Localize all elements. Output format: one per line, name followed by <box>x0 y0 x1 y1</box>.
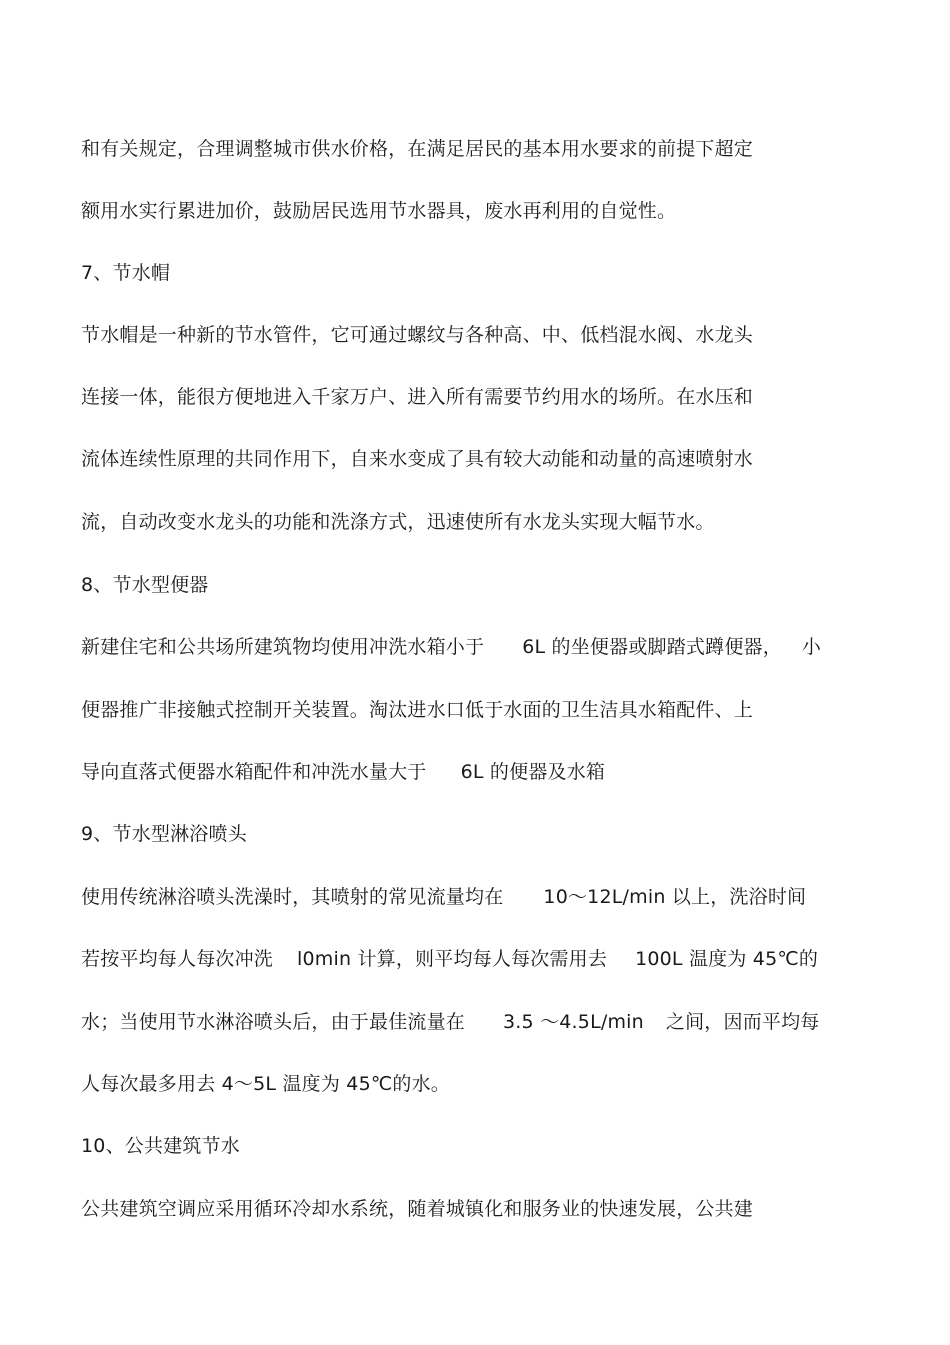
line-text: 额用水实行累进加价，鼓励居民选用节水器具，废水再利用的自觉性。 <box>81 200 677 222</box>
line-text: 节水帽是一种新的节水管件，它可通过螺纹与各种高、中、低档混水阀、水龙头 <box>81 324 754 346</box>
line-text: 便器推广非接触式控制开关装置。淘汰进水口低于水面的卫生洁具水箱配件、上 <box>81 699 754 721</box>
heading-text: 10、公共建筑节水 <box>81 1135 240 1157</box>
line-text-part: 100L 温度为 45℃的 <box>635 948 819 970</box>
line-text-part: 3.5 ～4.5L/min <box>503 1011 644 1033</box>
line-text: 流，自动改变水龙头的功能和洗涤方式，迅速使所有水龙头实现大幅节水。 <box>81 511 715 533</box>
line-text-part: 新建住宅和公共场所建筑物均使用冲洗水箱小于 <box>81 636 485 658</box>
section-heading-9 <box>81 821 247 847</box>
section-heading-10 <box>81 1133 240 1159</box>
paragraph-line <box>81 634 821 660</box>
line-text: 连接一体，能很方便地进入千家万户、进入所有需要节约用水的场所。在水压和 <box>81 386 754 408</box>
line-text-part: 小 <box>801 636 822 658</box>
line-text: 和有关规定，合理调整城市供水价格，在满足居民的基本用水要求的前提下超定 <box>81 138 754 160</box>
line-text-part: l0min 计算，则平均每人每次需用去 <box>297 948 608 970</box>
paragraph-line <box>81 136 753 162</box>
paragraph-line <box>81 946 818 972</box>
paragraph-line <box>81 1071 450 1097</box>
line-text: 流体连续性原理的共同作用下，自来水变成了具有较大动能和动量的高速喷射水 <box>81 448 754 470</box>
paragraph-line <box>81 697 753 723</box>
paragraph-line <box>81 446 753 472</box>
line-text: 公共建筑空调应采用循环冷却水系统，随着城镇化和服务业的快速发展，公共建 <box>81 1198 754 1220</box>
paragraph-line <box>81 759 605 785</box>
heading-text: 8、节水型便器 <box>81 574 209 596</box>
paragraph-line <box>81 884 806 910</box>
line-text-part: 导向直落式便器水箱配件和冲洗水量大于 <box>81 761 427 783</box>
section-heading-8 <box>81 572 209 598</box>
heading-text: 7、节水帽 <box>81 262 171 284</box>
line-text-part: 使用传统淋浴喷头洗澡时，其喷射的常见流量均在 <box>81 886 504 908</box>
line-text-part: 6L 的坐便器或脚踏式蹲便器， <box>522 636 782 658</box>
paragraph-line <box>81 198 676 224</box>
paragraph-line <box>81 322 753 348</box>
line-text-part: 水；当使用节水淋浴喷头后，由于最佳流量在 <box>81 1011 466 1033</box>
line-text-part: 若按平均每人每次冲洗 <box>81 948 274 970</box>
paragraph-line <box>81 509 715 535</box>
section-heading-7 <box>81 260 170 286</box>
line-text-part: 6L 的便器及水箱 <box>460 761 606 783</box>
line-text: 人每次最多用去 4～5L 温度为 45℃的水。 <box>81 1073 450 1095</box>
heading-text: 9、节水型淋浴喷头 <box>81 823 247 845</box>
paragraph-line <box>81 1196 753 1222</box>
paragraph-line <box>81 1009 820 1035</box>
line-text-part: 10～12L/min 以上，洗浴时间 <box>543 886 807 908</box>
line-text-part: 之间，因而平均每 <box>665 1011 820 1033</box>
paragraph-line <box>81 384 753 410</box>
